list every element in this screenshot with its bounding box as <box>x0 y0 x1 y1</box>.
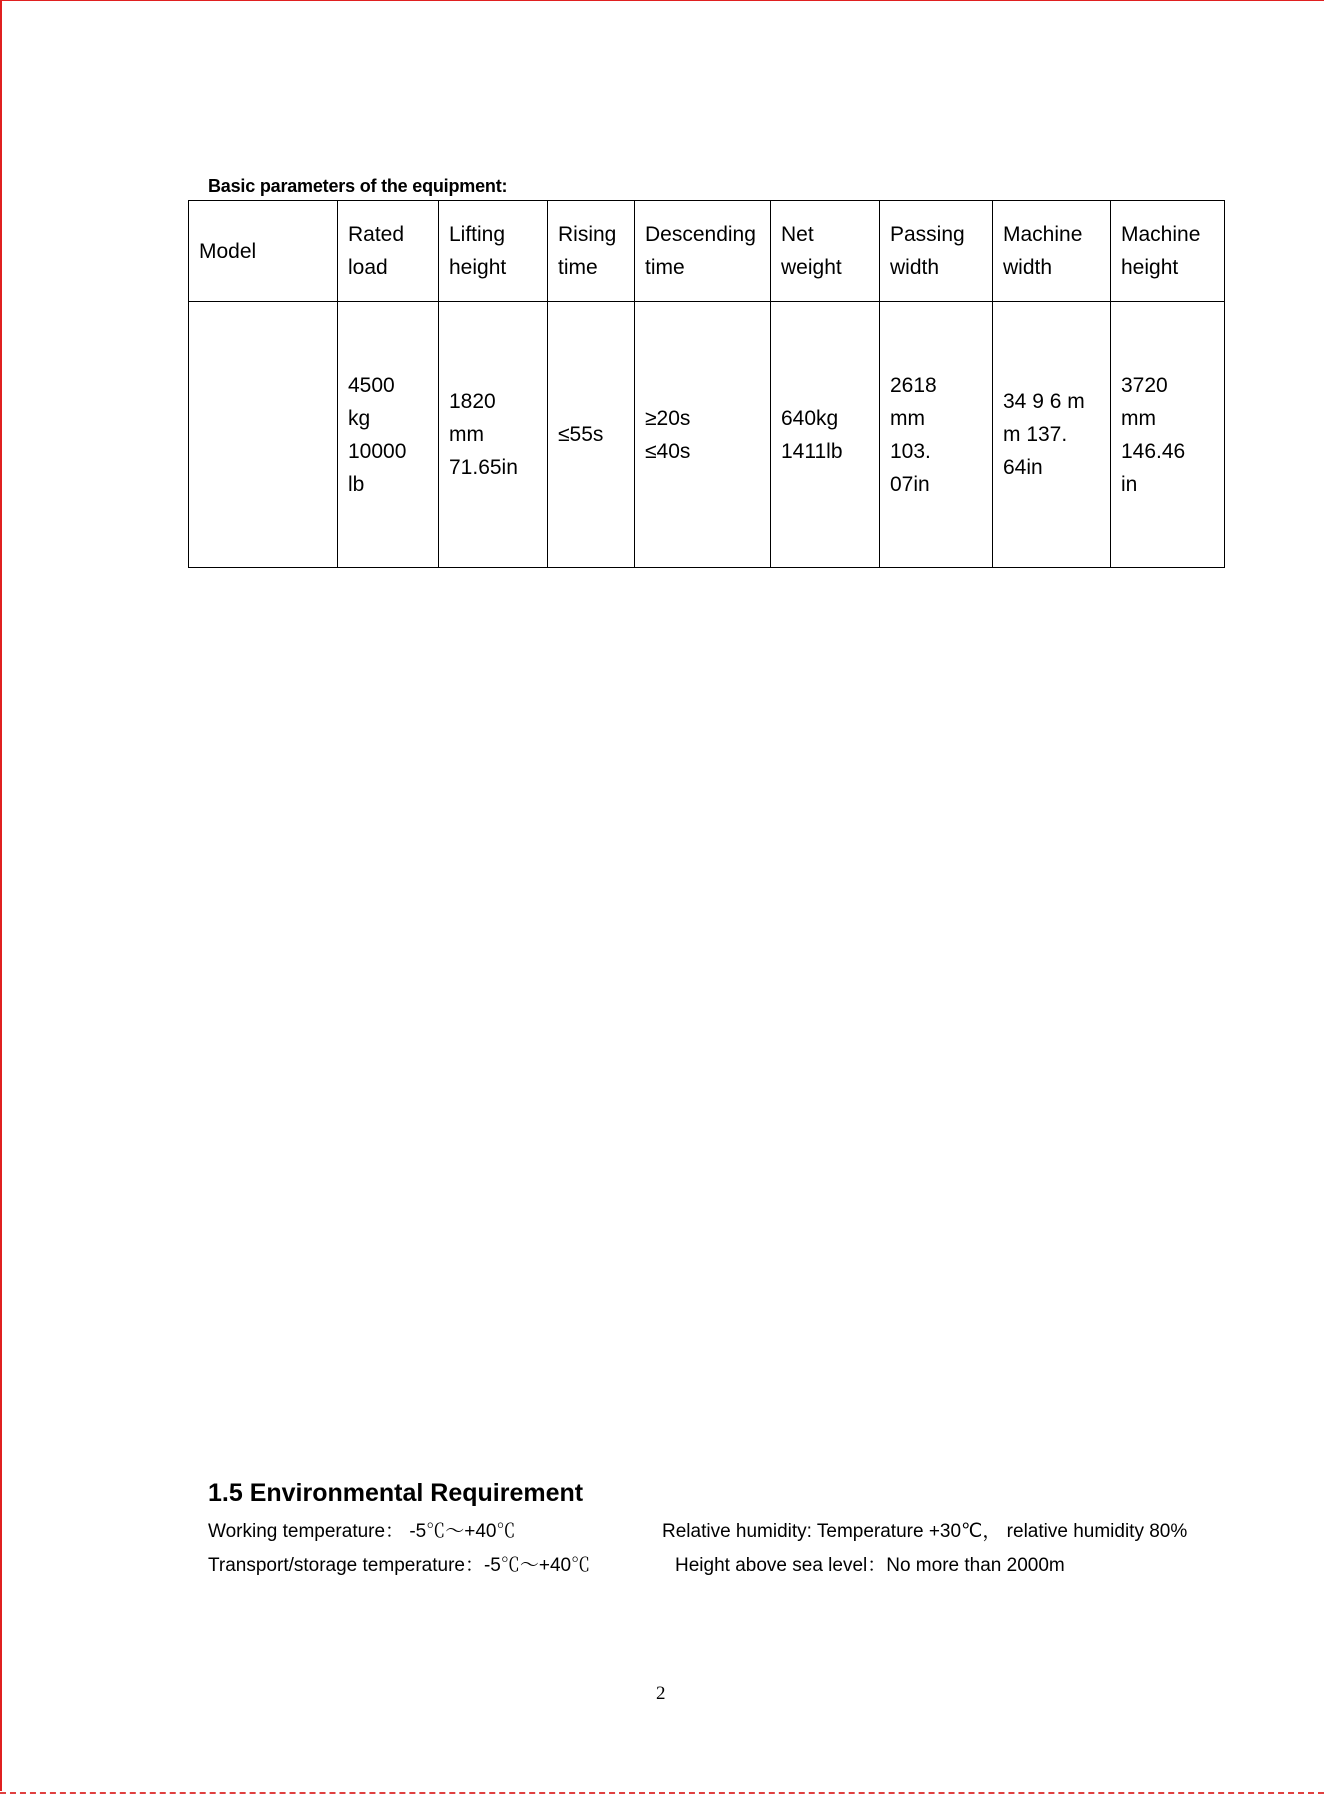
header-lifting-height: Lifting height <box>439 201 548 302</box>
header-net-weight: Net weight <box>771 201 880 302</box>
header-rated-load: Rated load <box>338 201 439 302</box>
header-machine-height: Machine height <box>1111 201 1225 302</box>
cell-model <box>189 302 338 568</box>
cell-descending-time: ≥20s ≤40s <box>635 302 771 568</box>
transport-temperature-text: Transport/storage temperature：-5℃～+40℃ <box>208 1555 591 1576</box>
table-caption: Basic parameters of the equipment: <box>208 176 508 196</box>
header-descending-time: Descending time <box>635 201 771 302</box>
cell-net-weight: 640kg 1411lb <box>771 302 880 568</box>
relative-humidity-text: Relative humidity: Temperature +30℃， relative humidity 80% <box>662 1521 1188 1542</box>
cell-machine-height: 3720 mm 146.46 in <box>1111 302 1225 568</box>
cell-rising-time: ≤55s <box>548 302 635 568</box>
equipment-parameters-table <box>188 200 1225 568</box>
header-rising-time: Rising time <box>548 201 635 302</box>
header-machine-width: Machine width <box>993 201 1111 302</box>
height-above-sea-text: Height above sea level：No more than 2000m <box>675 1555 1065 1576</box>
cell-passing-width: 2618 mm 103. 07in <box>880 302 993 568</box>
page-number: 2 <box>656 1683 666 1704</box>
cell-machine-width: 34 9 6 m m 137. 64in <box>993 302 1111 568</box>
working-temperature-text: Working temperature： -5℃～+40℃ <box>208 1521 516 1542</box>
cell-lifting-height: 1820 mm 71.65in <box>439 302 548 568</box>
table-header-row <box>189 201 1225 302</box>
header-passing-width: Passing width <box>880 201 993 302</box>
table-row <box>189 302 1225 568</box>
cell-rated-load: 4500 kg 10000 lb <box>338 302 439 568</box>
header-model: Model <box>189 201 338 302</box>
page-bottom-divider <box>0 1792 1324 1794</box>
environment-section-title: 1.5 Environmental Requirement <box>208 1479 584 1507</box>
